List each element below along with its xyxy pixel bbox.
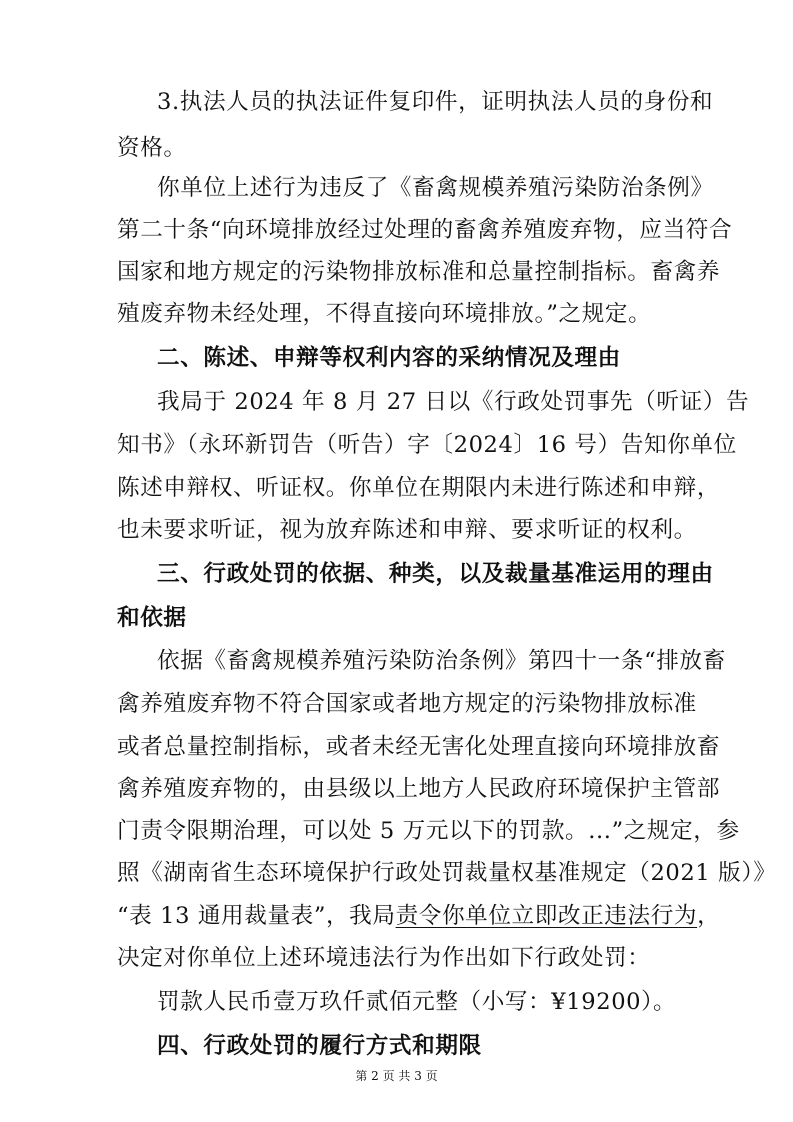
- paragraph-line: 3.执法人员的执法证件复印件，证明执法人员的身份和: [157, 89, 714, 115]
- underlined-order-text: 责令你单位立即改正违法行为: [395, 903, 698, 929]
- paragraph-line: 陈述申辩权、听证权。你单位在期限内未进行陈述和申辩，: [117, 475, 721, 501]
- paragraph-line: 门责令限期治理，可以处 5 万元以下的罚款。...”之规定，参: [117, 818, 740, 844]
- paragraph-line: 资格。: [117, 135, 187, 161]
- section-heading: 四、行政处罚的履行方式和期限: [157, 1033, 482, 1059]
- paragraph-line: 照《湖南省生态环境保护行政处罚裁量权基准规定（2021 版）》: [117, 860, 777, 886]
- paragraph-line: 殖废弃物未经处理，不得直接向环境排放。”之规定。: [117, 301, 652, 327]
- line-text: “表 13 通用裁量表”，我局: [117, 903, 396, 929]
- paragraph-line: 也未要求听证，视为放弃陈述和申辩、要求听证的权利。: [117, 517, 697, 543]
- paragraph-line: 禽养殖废弃物不符合国家或者地方规定的污染物排放标准: [117, 691, 697, 717]
- section-heading: 三、行政处罚的依据、种类，以及裁量基准运用的理由: [157, 561, 714, 587]
- paragraph-line: [117, 896, 721, 936]
- paragraph-line: 我局于 2024 年 8 月 27 日以《行政处罚事先（听证）告: [157, 389, 750, 415]
- paragraph-line: 第二十条“向环境排放经过处理的畜禽养殖废弃物，应当符合: [117, 217, 733, 243]
- paragraph-line: 依据《畜禽规模养殖污染防治条例》第四十一条“排放畜: [157, 648, 726, 674]
- section-heading-continued: 和依据: [117, 605, 187, 631]
- paragraph-line: 国家和地方规定的污染物排放标准和总量控制指标。畜禽养: [117, 259, 721, 285]
- paragraph-line: 你单位上述行为违反了《畜禽规模养殖污染防治条例》: [157, 175, 714, 201]
- page-number-footer: 第 2 页 共 3 页: [355, 1069, 438, 1083]
- paragraph-line: 知书》（永环新罚告（听告）字〔2024〕16 号）告知你单位: [117, 432, 737, 458]
- penalty-line: 罚款人民币壹万玖仟贰佰元整（小写：¥19200）。: [157, 989, 677, 1015]
- paragraph-line: 禽养殖废弃物的，由县级以上地方人民政府环境保护主管部: [117, 776, 721, 802]
- paragraph-line: 决定对你单位上述环境违法行为作出如下行政处罚：: [117, 945, 651, 971]
- section-heading: 二、陈述、申辩等权利内容的采纳情况及理由: [157, 345, 621, 371]
- line-text: ，: [697, 903, 721, 929]
- paragraph-line: 或者总量控制指标，或者未经无害化处理直接向环境排放畜: [117, 734, 721, 760]
